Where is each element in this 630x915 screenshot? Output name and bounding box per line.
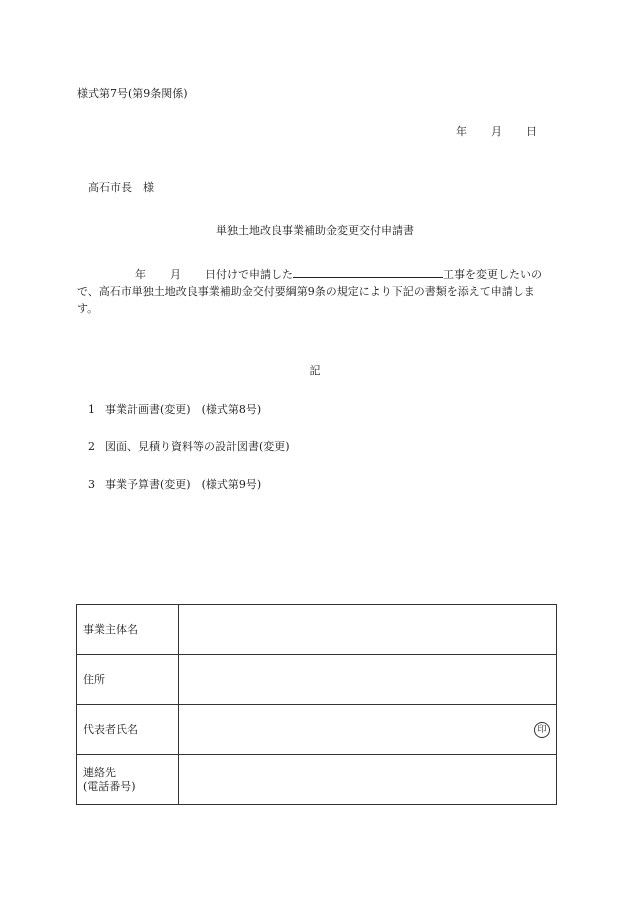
document-title: 単独土地改良事業補助金変更交付申請書 (216, 224, 414, 237)
item-text: 事業予算書(変更) (様式第9号) (105, 478, 262, 491)
date-month: 月 (491, 125, 502, 138)
table-row (77, 605, 557, 655)
representative-field[interactable] (179, 705, 557, 755)
date-day: 日 (526, 125, 537, 138)
entity-name-field[interactable] (179, 605, 557, 655)
project-name-blank[interactable] (293, 265, 443, 278)
label-contact (77, 755, 179, 805)
seal-icon: 印 (534, 722, 550, 738)
item-number: 2 (88, 440, 95, 453)
list-item (88, 401, 261, 417)
label-contact-line1: 連絡先 (83, 765, 116, 779)
body-year: 年 (135, 268, 146, 281)
label-contact-line2: (電話番号) (83, 779, 136, 793)
list-item (88, 438, 290, 454)
item-number: 3 (88, 478, 95, 491)
table-row (77, 755, 557, 805)
body-text-part2: 工事を変更したいので、高石市単独土地改良事業補助金交付要綱第9条の規定により下記の書類を添えて申請します。 (77, 268, 542, 315)
contact-field[interactable] (179, 755, 557, 805)
applicant-info-table (76, 604, 557, 805)
table-row (77, 705, 557, 755)
date-line (456, 123, 537, 139)
label-address: 住所 (77, 655, 179, 705)
addressee: 高石市長 様 (88, 181, 154, 194)
item-text: 図面、見積り資料等の設計図書(変更) (105, 440, 290, 453)
label-representative: 代表者氏名 (77, 705, 179, 755)
body-month: 月 (170, 268, 181, 281)
list-item (88, 476, 261, 492)
table-row (77, 655, 557, 705)
form-number: 様式第7号(第9条関係) (77, 87, 188, 100)
body-paragraph (77, 265, 555, 317)
item-number: 1 (88, 403, 95, 416)
label-entity-name: 事業主体名 (77, 605, 179, 655)
item-text: 事業計画書(変更) (様式第8号) (105, 403, 262, 416)
ki-heading: 記 (309, 364, 321, 377)
date-year: 年 (456, 125, 467, 138)
body-text-part1: 日付けで申請した (205, 268, 293, 281)
address-field[interactable] (179, 655, 557, 705)
